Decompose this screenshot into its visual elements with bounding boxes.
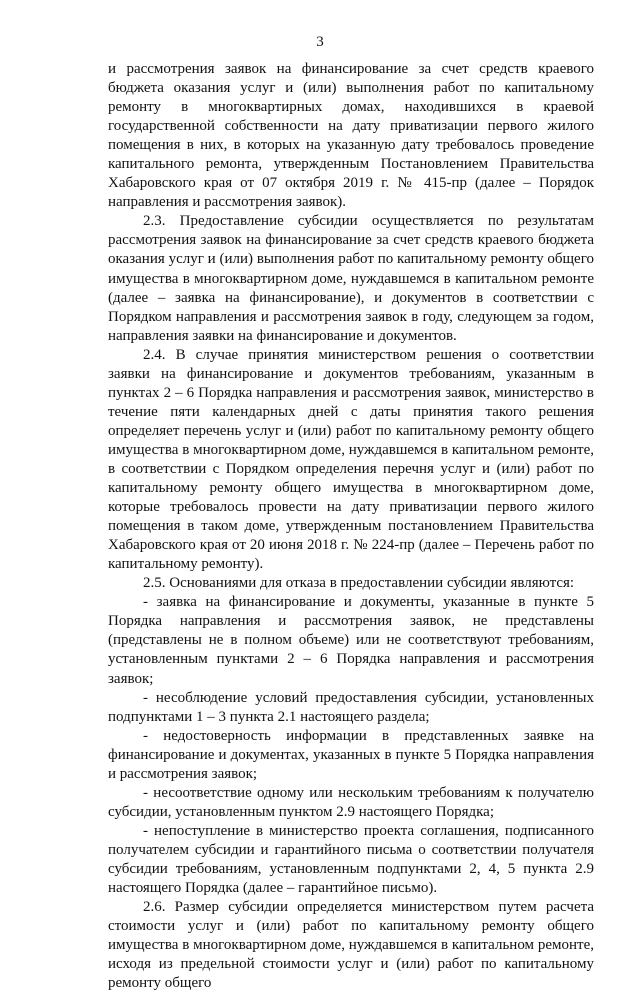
list-item-refusal-conditions: - несоблюдение условий предоставления субсидии, установленных подпунктами 1 – 3 пункта 2.1 настоящего раздела;: [108, 689, 594, 725]
paragraph-2-4: 2.4. В случае принятия министерством решения о соответствии заявки на финансирование и документов требованиям, указанным в пунктах 2 – 6 Порядка направления и рассмотрения заявок, министерство в течение пяти календарных дней с даты принятия такого решения определяет перечень услуг и (или) работ по капитальному ремонту общего имущества в многоквартирном доме, нуждавшемся в капитальном ремонте, в соответствии с Порядком определения перечня услуг и (или) работ по капитальному ремонту общего имущества в многоквартирном доме, которые требовалось провести на дату приватизации первого жилого помещения в таком доме, утвержденным постановлением Правительства Хабаровского края от 20 июня 2018 г. № 224-пр (далее – Перечень работ по капитальному ремонту).: [108, 346, 594, 573]
page-number: 3: [316, 34, 324, 50]
list-item-refusal-documents: - заявка на финансирование и документы, указанные в пункте 5 Порядка направления и рассмотрения заявок, не представлены (представлены не в полном объеме) или не соответствуют требованиям, установленным пунктами 2 – 6 Порядка направления и рассмотрения заявок;: [108, 594, 594, 687]
paragraph-2-5: 2.5. Основаниями для отказа в предоставлении субсидии являются:: [143, 575, 575, 592]
list-item-refusal-unreliable-info: - недостоверность информации в представленных заявке на финансирование и документах, указанных в пункте 5 Порядка направления и рассмотрения заявок;: [108, 727, 594, 782]
paragraph-2-3: 2.3. Предоставление субсидии осуществляется по результатам рассмотрения заявок на финансирование за счет средств краевого бюджета оказания услуг и (или) выполнения работ по капитальному ремонту общего имущества в многоквартирном доме, нуждавшемся в капитальном ремонте (далее – заявка на финансирование), и документов в соответствии с Порядком направления и рассмотрения заявок в году, следующем за годом, направления заявки на финансирование и документов.: [108, 213, 594, 344]
list-item-refusal-requirements: - несоответствие одному или нескольким требованиям к получателю субсидии, установленным пунктом 2.9 настоящего Порядка;: [108, 784, 594, 820]
list-item-refusal-agreement: - непоступление в министерство проекта соглашения, подписанного получателем субсидии и гарантийного письма о соответствии получателя субсидии требованиям, установленным подпунктами 2, 4, 5 пункта 2.9 настоящего Порядка (далее – гарантийное письмо).: [108, 822, 594, 897]
paragraph-2-6: 2.6. Размер субсидии определяется министерством путем расчета стоимости услуг и (или) работ по капитальному ремонту общего имущества в многоквартирном доме, нуждавшемся в капитальном ремонте, исходя из предельной стоимости услуг и (или) работ по капитальному ремонту общего: [108, 899, 594, 992]
paragraph-continuation: и рассмотрения заявок на финансирование за счет средств краевого бюджета оказания услуг и (или) выполнения работ по капитальному ремонту в многоквартирных домах, находившихся в краевой государственной собственности на дату приватизации первого жилого помещения в них, в которых на указанную дату требовалось проведение капитального ремонта, утвержденным Постановлением Правительства Хабаровского края от 07 октября 2019 г. № 415-пр (далее – Порядок направления и рассмотрения заявок).: [108, 61, 594, 211]
document-body: [108, 60, 594, 993]
